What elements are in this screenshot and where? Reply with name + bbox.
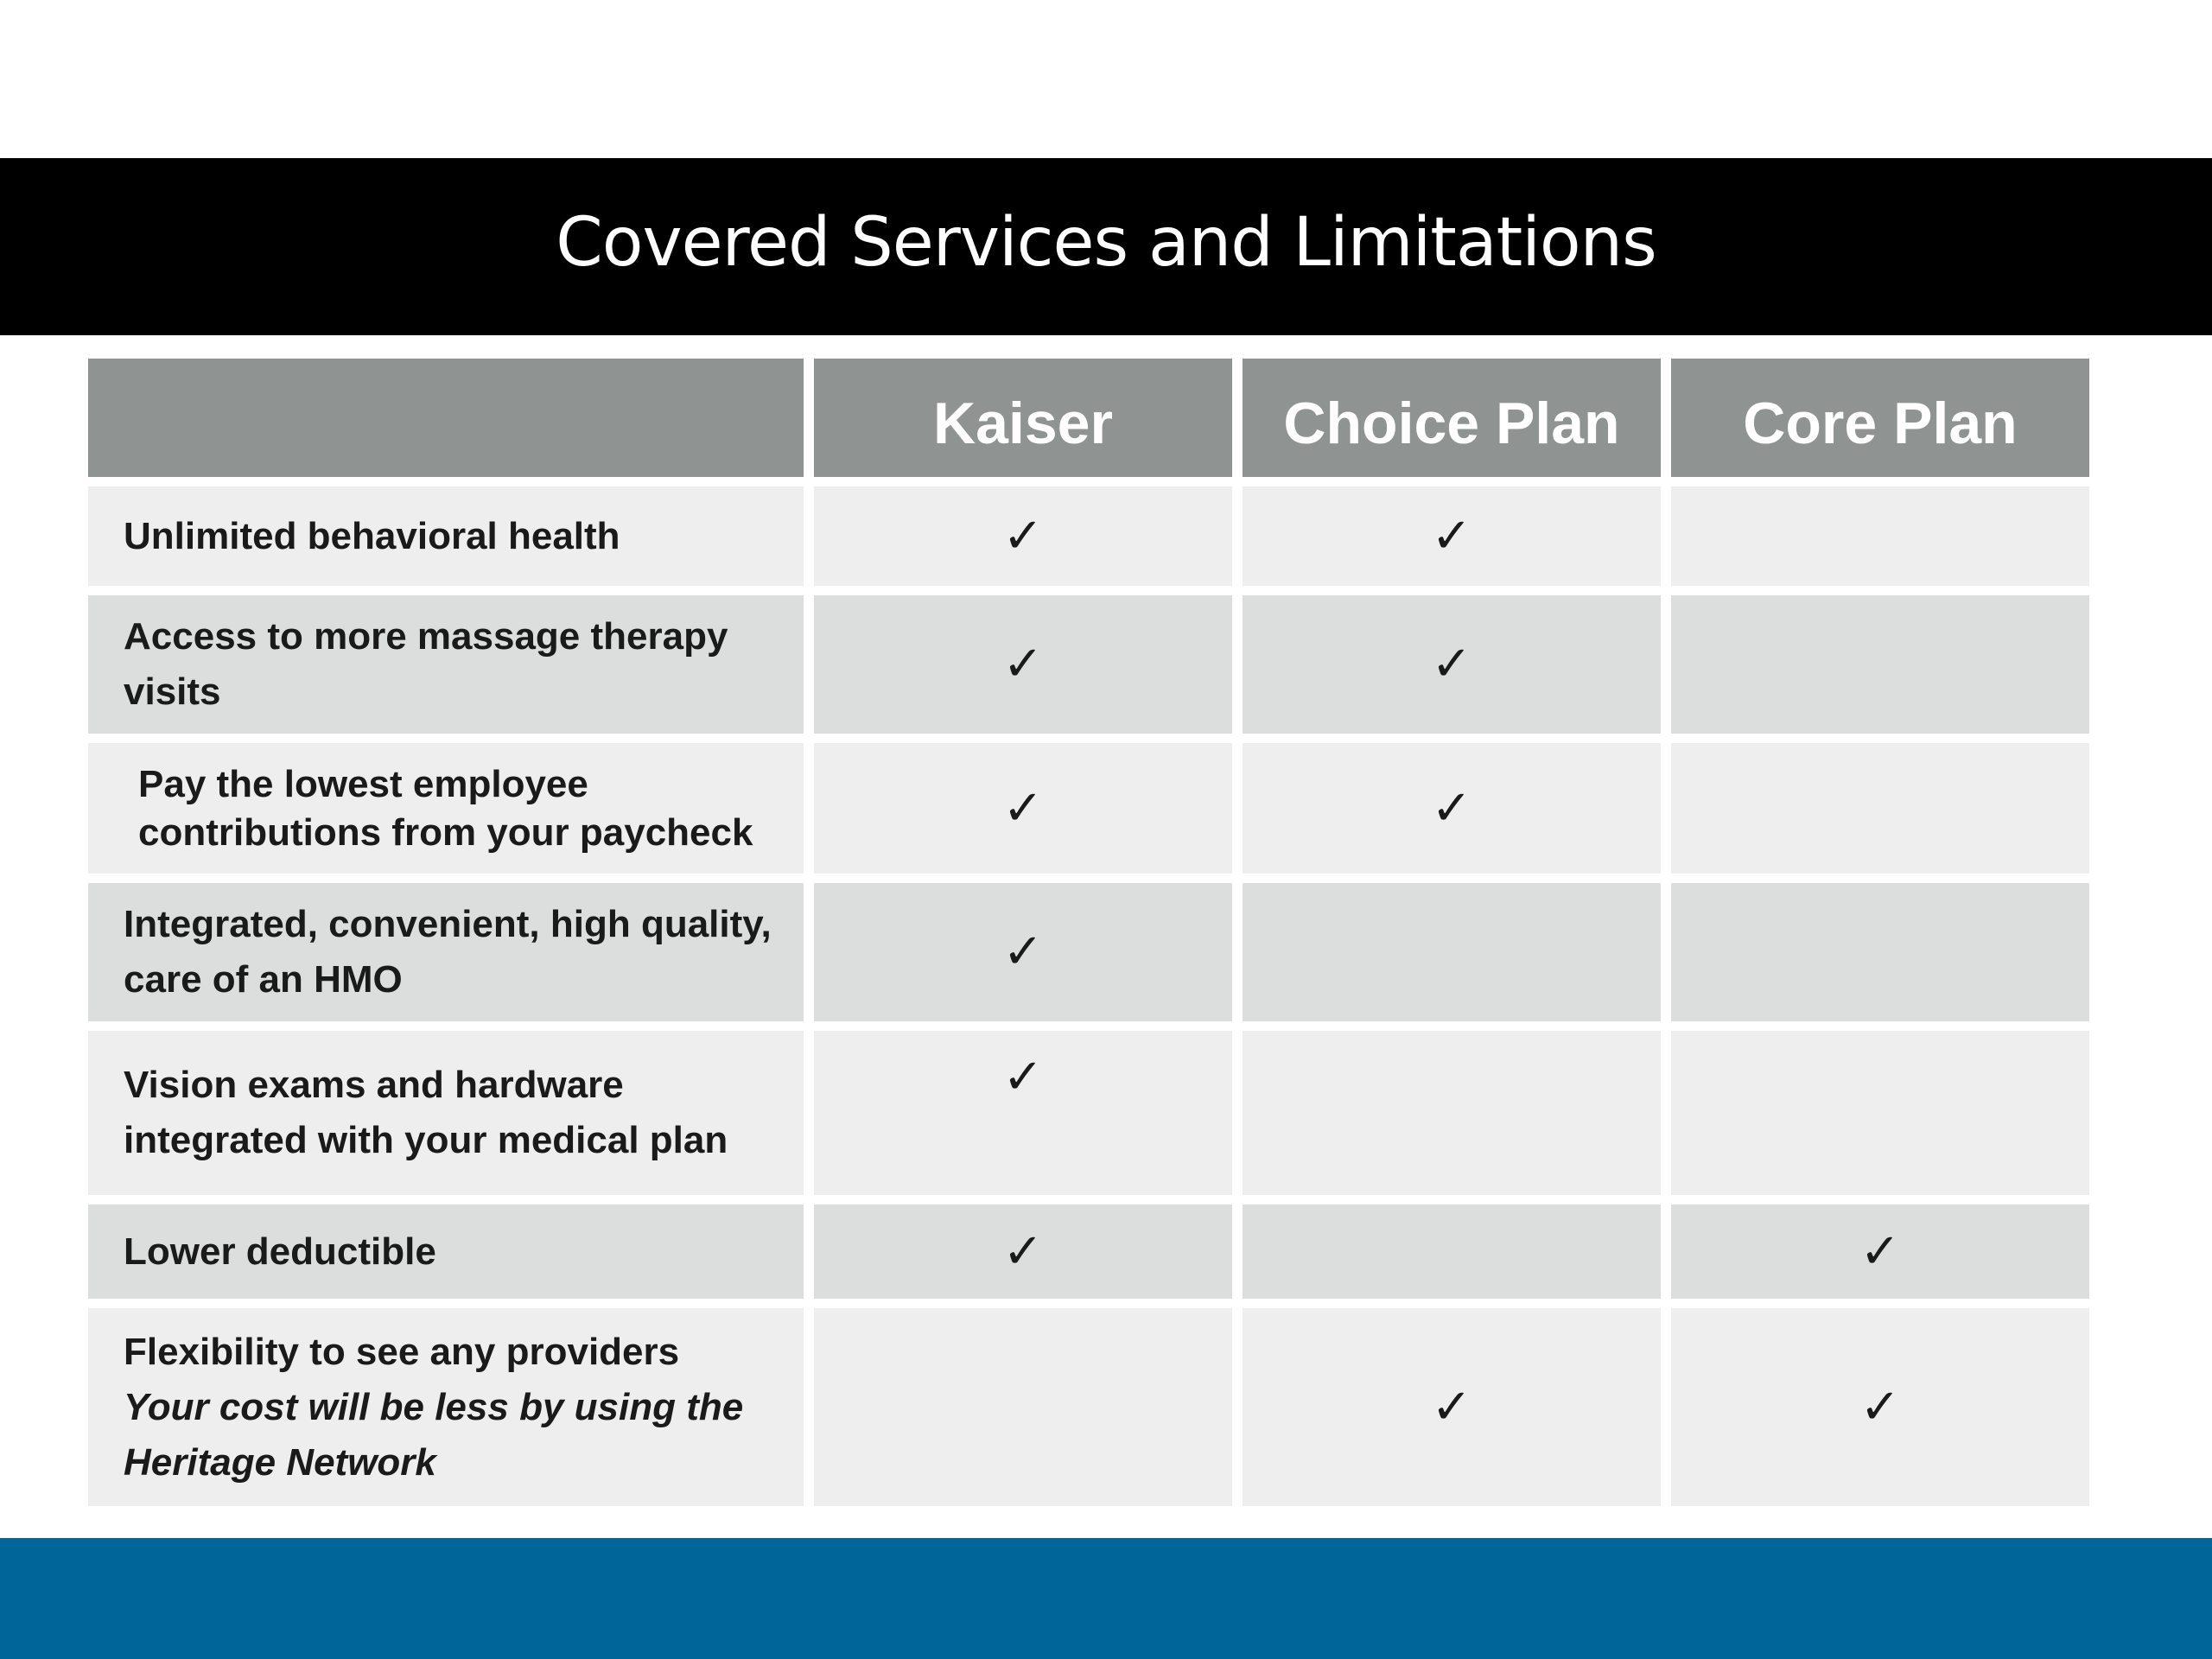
check-icon: ✓ xyxy=(1431,636,1472,692)
check-icon: ✓ xyxy=(1002,507,1044,564)
row-label xyxy=(88,1205,804,1299)
choice-cell xyxy=(1243,1031,1661,1195)
kaiser-cell xyxy=(814,1308,1232,1506)
core-cell xyxy=(1671,1308,2089,1506)
row-label xyxy=(88,1031,804,1195)
core-cell xyxy=(1671,595,2089,734)
choice-cell xyxy=(1243,595,1661,734)
check-icon: ✓ xyxy=(1002,924,1044,980)
comparison-table xyxy=(88,359,2091,1506)
row-label xyxy=(88,883,804,1021)
choice-cell xyxy=(1243,1205,1661,1299)
check-icon: ✓ xyxy=(1002,1223,1044,1280)
choice-cell xyxy=(1243,883,1661,1021)
choice-cell xyxy=(1243,1308,1661,1506)
row-label-note: Your cost will be less by using the Heritage Network xyxy=(124,1385,744,1484)
row-label-text: Lower deductible xyxy=(124,1230,436,1273)
footer-band xyxy=(0,1538,2212,1659)
check-icon: ✓ xyxy=(1002,636,1044,692)
check-icon: ✓ xyxy=(1859,1378,1901,1435)
kaiser-cell xyxy=(814,1205,1232,1299)
kaiser-cell xyxy=(814,595,1232,734)
kaiser-cell xyxy=(814,883,1232,1021)
check-icon: ✓ xyxy=(1431,1378,1472,1435)
core-cell xyxy=(1671,1031,2089,1195)
row-label-text: Unlimited behavioral health xyxy=(124,514,620,557)
kaiser-cell xyxy=(814,486,1232,586)
row-label xyxy=(88,486,804,586)
row-label-text: Flexibility to see any providers xyxy=(124,1330,680,1373)
row-label-text: Vision exams and hardware integrated with your medical plan xyxy=(124,1064,728,1161)
row-label-text: Integrated, convenient, high quality, care of an HMO xyxy=(124,903,772,1001)
title-band xyxy=(0,158,2212,335)
header-empty-cell xyxy=(88,359,804,477)
kaiser-cell xyxy=(814,1031,1232,1195)
core-cell xyxy=(1671,883,2089,1021)
row-label xyxy=(88,1308,804,1506)
row-label-text: Access to more massage therapy visits xyxy=(124,615,728,713)
check-icon: ✓ xyxy=(1859,1223,1901,1280)
kaiser-cell xyxy=(814,743,1232,874)
check-icon: ✓ xyxy=(1431,507,1472,564)
check-icon: ✓ xyxy=(1431,779,1472,836)
header-choice-plan: Choice Plan xyxy=(1243,359,1661,477)
row-label xyxy=(88,743,804,874)
header-kaiser: Kaiser xyxy=(814,359,1232,477)
choice-cell xyxy=(1243,486,1661,586)
check-icon: ✓ xyxy=(1002,1049,1044,1105)
core-cell xyxy=(1671,743,2089,874)
header-core-plan: Core Plan xyxy=(1671,359,2089,477)
slide-title: Covered Services and Limitations xyxy=(556,203,1656,282)
row-label xyxy=(88,595,804,734)
row-label-text: Pay the lowest employee contributions from your paycheck xyxy=(138,762,753,854)
core-cell xyxy=(1671,486,2089,586)
core-cell xyxy=(1671,1205,2089,1299)
check-icon: ✓ xyxy=(1002,779,1044,836)
choice-cell xyxy=(1243,743,1661,874)
